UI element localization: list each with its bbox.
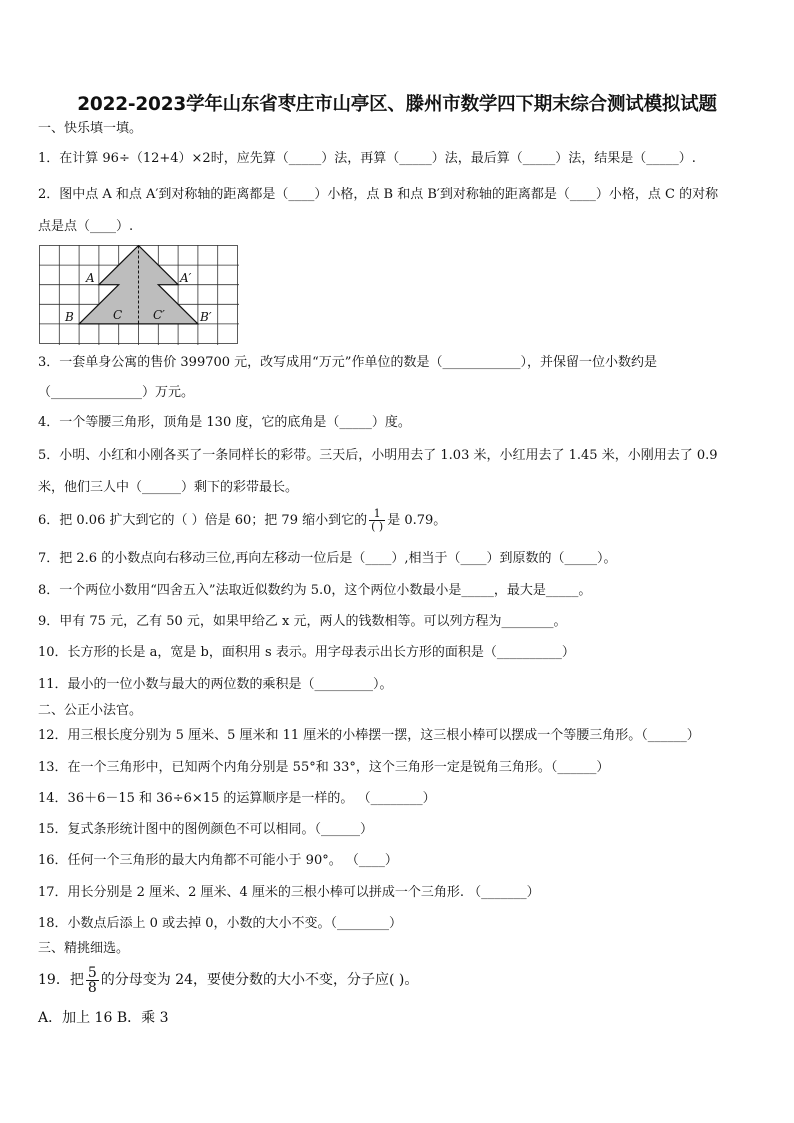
section-header-2: 二、公正小法官。 [38,703,143,718]
question-8: 8．一个两位小数用“四舍五入”法取近似数约为 5.0，这个两位小数最小是_____，最大是_____。 [38,583,592,598]
section-header-3: 三、精挑细选。 [38,941,130,956]
question-6-fraction [369,508,385,533]
question-2-line-2: 点是点（____）. [38,219,134,234]
question-19-options: A．加上 16 B．乘 3 [38,1010,169,1026]
question-3-line-2: （______________）万元。 [38,385,195,400]
question-12: 12．用三根长度分别为 5 厘米、5 厘米和 11 厘米的小棒摆一摆，这三根小棒可以摆成一个等腰三角形。（______） [38,728,700,743]
label-C: C [113,308,123,322]
question-13: 13．在一个三角形中，已知两个内角分别是 55°和 33°，这个三角形一定是锐角三角形。（______） [38,760,610,775]
question-18: 18．小数点后添上 0 或去掉 0，小数的大小不变。（________） [38,916,402,931]
label-C-prime: C′ [153,308,165,322]
question-10: 10．长方形的长是 a，宽是 b，面积用 s 表示。用字母表示出长方形的面积是（__________） [38,645,575,660]
page-title: 2022-2023学年山东省枣庄市山亭区、滕州市数学四下期末综合测试模拟试题 [77,94,717,115]
fraction-numerator: 5 [87,964,97,981]
label-B-prime: B′ [200,310,212,324]
question-17: 17．用长分别是 2 厘米、2 厘米、4 厘米的三根小棒可以拼成一个三角形. （_______） [38,885,540,900]
question-5-line-2: 米，他们三人中（______）剩下的彩带最长。 [38,480,299,495]
question-19-text-before: 19．把 [38,972,84,988]
fraction-numerator: 1 [369,508,385,521]
question-5-line-1: 5．小明、小红和小刚各买了一条同样长的彩带。三天后，小明用去了 1.03 米，小红用去了 1.45 米，小刚用去了 0.9 [38,448,718,463]
question-6-text-after: 是 0.79。 [387,513,447,528]
question-19-fraction [86,966,99,995]
question-11: 11．最小的一位小数与最大的两位数的乘积是（_________）。 [38,677,393,692]
question-3-line-1: 3．一套单身公寓的售价 399700 元，改写成用“万元”作单位的数是（____________），并保留一位小数约是 [38,355,657,370]
question-4: 4．一个等腰三角形，顶角是 130 度，它的底角是（_____）度。 [38,415,411,430]
fraction-denominator: ( ) [371,520,384,533]
section-header-1: 一、快乐填一填。 [38,121,143,136]
label-B: B [65,310,74,324]
question-6 [38,506,764,536]
question-14: 14．36＋6－15 和 36÷6×15 的运算顺序是一样的。 （________） [38,791,436,806]
question-19-text-after: 的分母变为 24，要使分数的大小不变，分子应( )。 [100,972,419,988]
label-A-prime: A′ [180,271,192,285]
question-16: 16．任何一个三角形的最大内角都不可能小于 90°。 （____） [38,853,398,868]
question-1: 1．在计算 96÷（12+4）×2时，应先算（_____）法，再算（_____）法，最后算（_____）法，结果是（_____）. [38,151,696,166]
symmetry-grid-figure [39,245,239,345]
question-15: 15．复式条形统计图中的图例颜色不可以相同。（______） [38,822,374,837]
question-6-text-before: 6．把 0.06 扩大到它的（ ）倍是 60；把 79 缩小到它的 [38,513,368,528]
question-2-line-1: 2．图中点 A 和点 A′到对称轴的距离都是（____）小格，点 B 和点 B′到对称轴的距离都是（____）小格，点 C 的对称 [38,187,719,202]
question-9: 9．甲有 75 元，乙有 50 元，如果甲给乙 x 元，两人的钱数相等。可以列方程为________。 [38,614,567,629]
question-7: 7．把 2.6 的小数点向右移动三位,再向左移动一位后是（____）,相当于（____）到原数的（_____）。 [38,551,617,566]
question-19 [38,962,764,998]
label-A: A [86,271,95,285]
fraction-denominator: 8 [87,979,97,996]
